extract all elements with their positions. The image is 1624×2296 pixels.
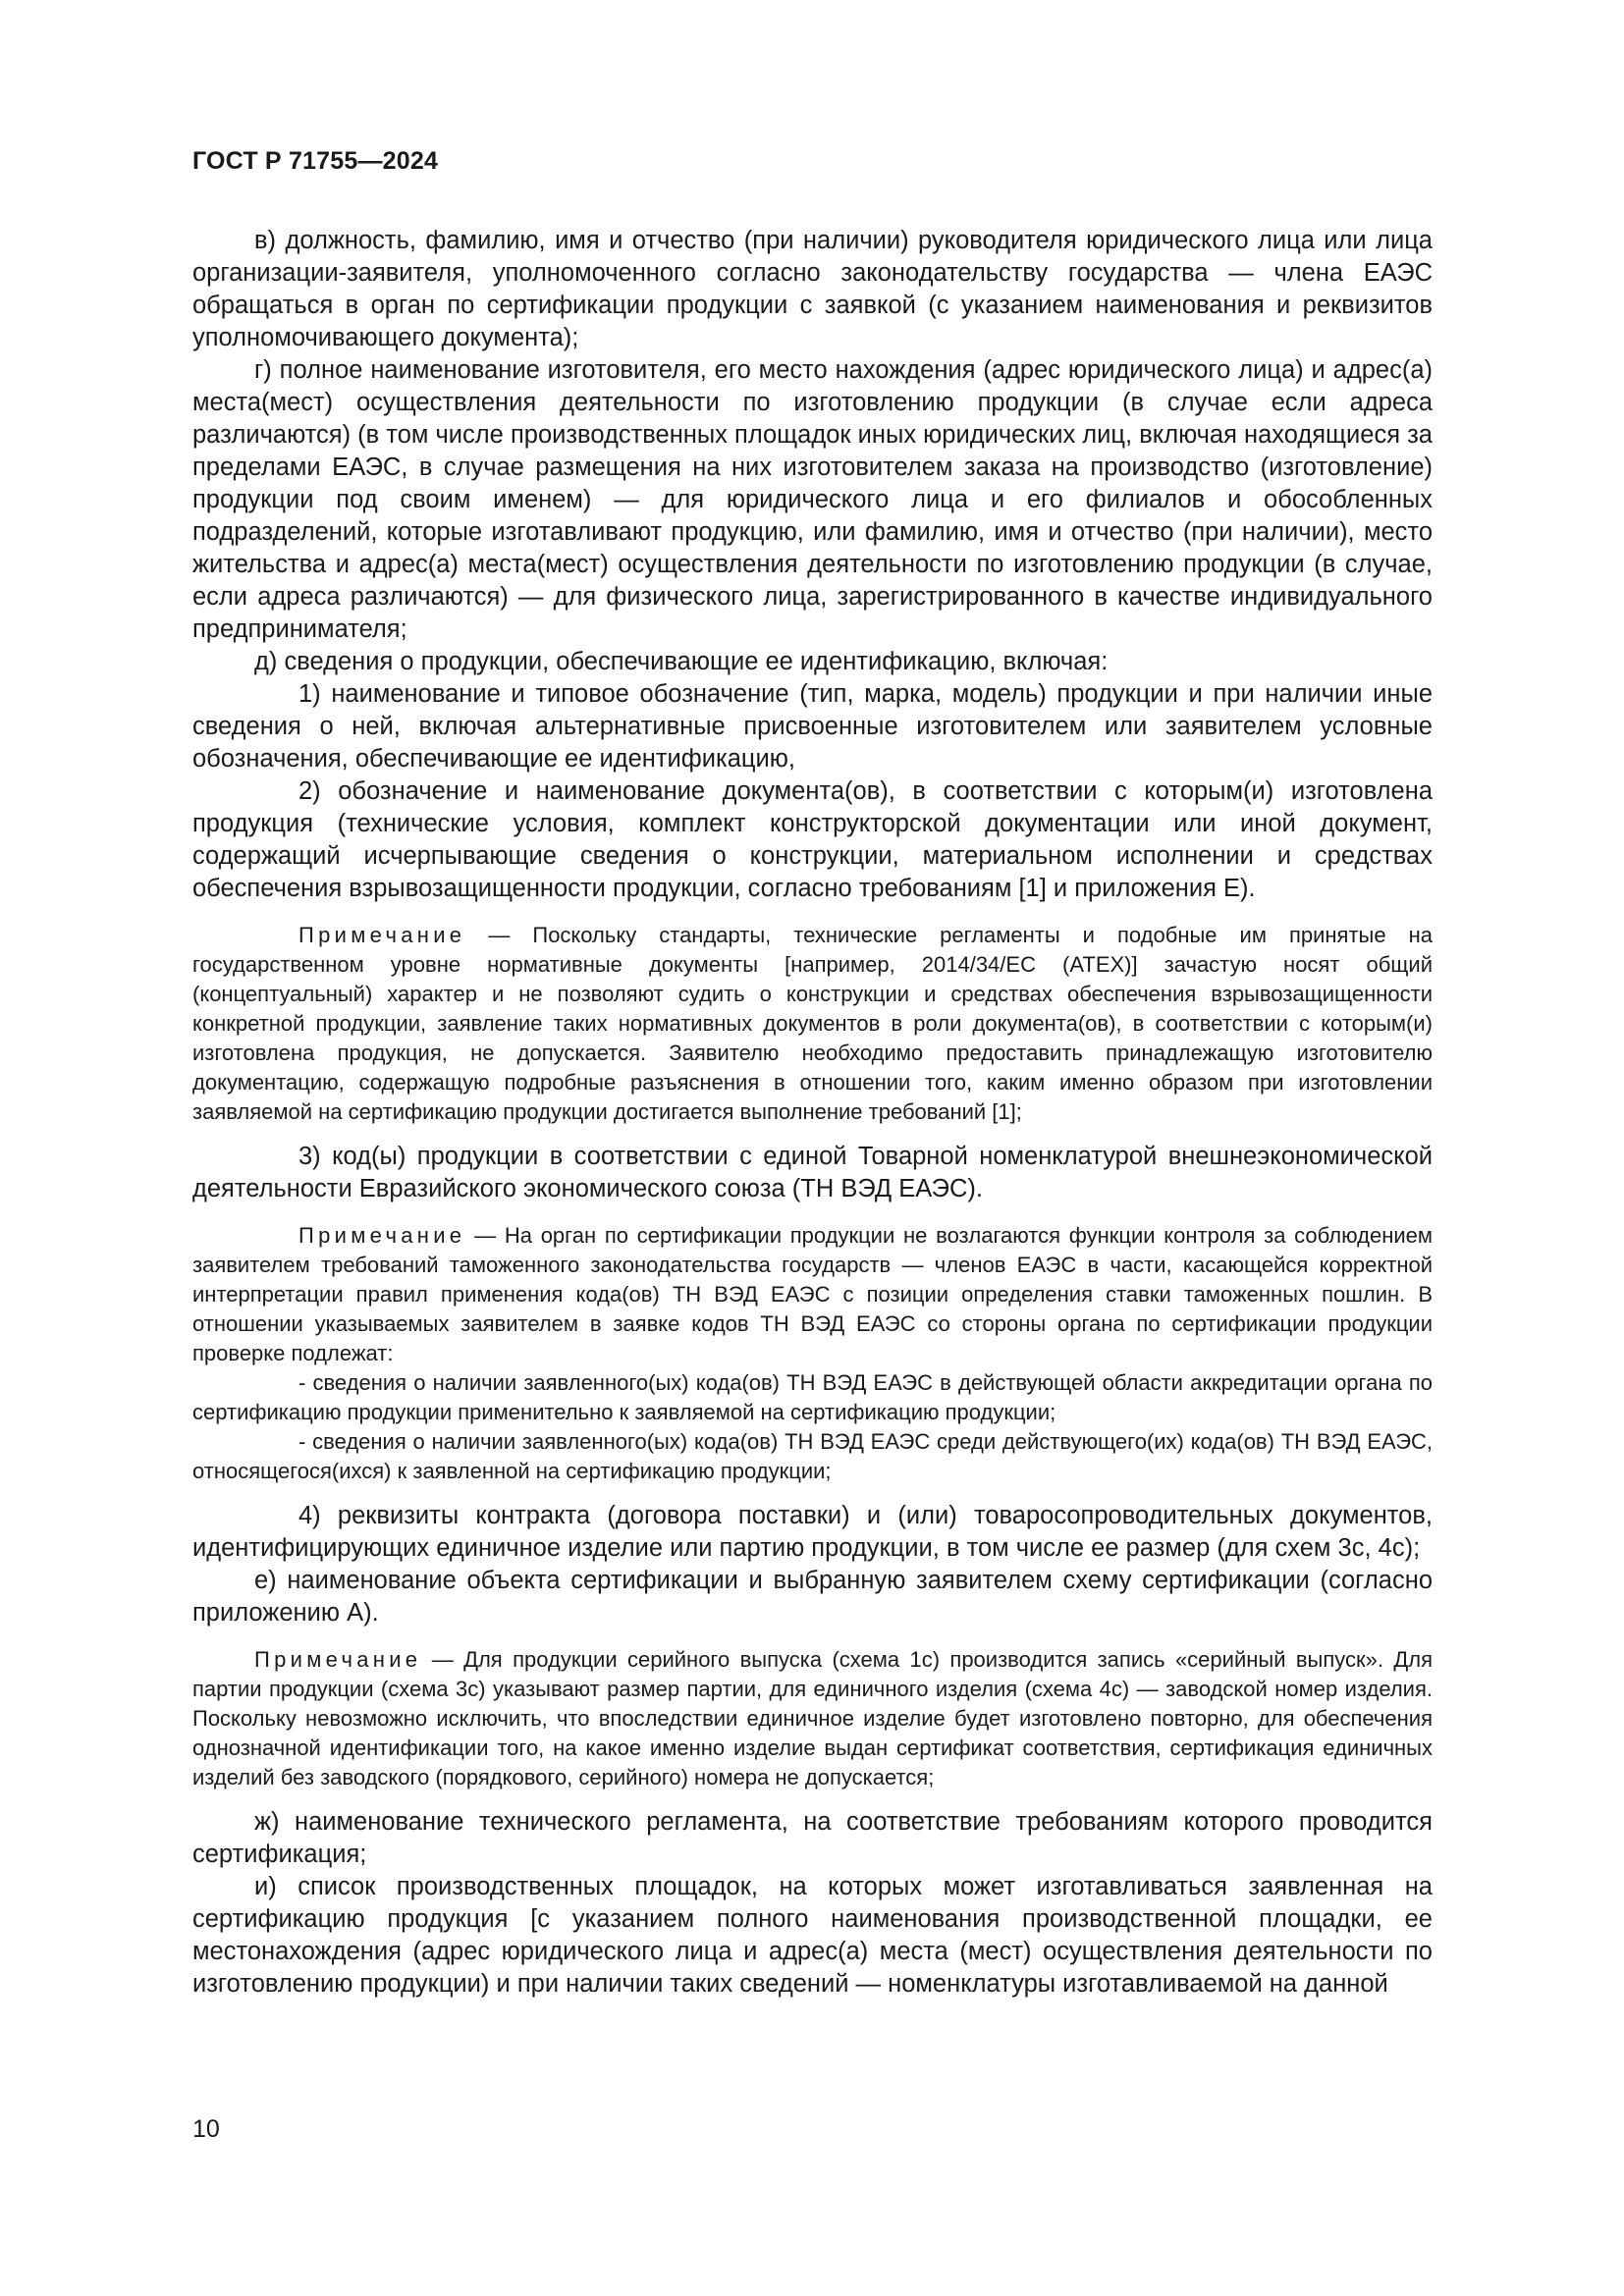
note-1: [192, 921, 1433, 1127]
note-3: [192, 1645, 1433, 1792]
note-text: — Поскольку стандарты, технические регламенты и подобные им принятые на государственном уровне нормативные документы [например, 2014/34/ЕС (ATEX)] зачастую носят общий (концептуальный) характер и не позволяют судить о конструкции и средствах обеспечения взрывозащищенности конкретной продукции, заявление таких нормативных документов в роли документа(ов), в соответствии с которым(и) изготовлена продукция, не допускается. Заявителю необходимо предоставить принадлежащую изготовителю документацию, содержащую подробные разъяснения в отношении того, каким именно образом при изготовлении заявляемой на сертификацию продукции достигается выполнение требований [1];: [192, 923, 1433, 1124]
paragraph-item-g: г) полное наименование изготовителя, его место нахождения (адрес юридического лица) и адрес(а) места(мест) осуществления деятельности по изготовлению продукции (в случае если адреса различаются) (в том числе производственных площадок иных юридических лиц, включая находящиеся за пределами ЕАЭС, в случае размещения на них изготовителем заказа на производство (изготовление) продукции под своим именем) — для юридического лица и его филиалов и обособленных подразделений, которые изготавливают продукцию, или фамилию, имя и отчество (при наличии), место жительства и адрес(а) места(мест) осуществления деятельности по изготовлению продукции (в случае, если адреса различаются) — для физического лица, зарегистрированного в качестве индивидуального предпринимателя;: [192, 356, 1433, 643]
paragraph-item-e: е) наименование объекта сертификации и выбранную заявителем схему сертификации (согласно приложению А).: [192, 1567, 1433, 1627]
paragraph-item-d: д) сведения о продукции, обеспечивающие ее идентификацию, включая:: [254, 648, 1109, 675]
paragraph-item-zh: ж) наименование технического регламента, на соответствие требованиям которого проводится сертификация;: [192, 1808, 1433, 1868]
page-number: 10: [192, 2115, 220, 2143]
paragraph-item-d3: 3) код(ы) продукции в соответствии с единой Товарной номенклатурой внешнеэкономической деятельности Евразийского экономического союза (ТН ВЭД ЕАЭС).: [192, 1143, 1433, 1202]
note-label: Примечание: [254, 1647, 422, 1672]
note-2-bullet-2: - сведения о наличии заявленного(ых) кода(ов) ТН ВЭД ЕАЭС среди действующего(их) кода(ов) ТН ВЭД ЕАЭС, относящегося(ихся) к заявленной на сертификацию продукции;: [192, 1429, 1433, 1483]
document-id-header: ГОСТ Р 71755—2024: [192, 147, 439, 175]
paragraph-item-d2: 2) обозначение и наименование документа(ов), в соответствии с которым(и) изготовлена продукция (технические условия, комплект конструкторской документации или иной документ, содержащий исчерпывающие сведения о конструкции, материальном исполнении и средствах обеспечения взрывозащищенности продукции, согласно требованиям [1] и приложения Е).: [192, 777, 1433, 902]
paragraph-item-d1: 1) наименование и типовое обозначение (тип, марка, модель) продукции и при наличии иные сведения о ней, включая альтернативные присвоенные изготовителем или заявителем условные обозначения, обеспечивающие ее идентификацию,: [192, 680, 1433, 773]
note-label: Примечание: [298, 923, 466, 947]
note-2: [192, 1221, 1433, 1368]
note-2-bullet-1: - сведения о наличии заявленного(ых) кода(ов) ТН ВЭД ЕАЭС в действующей области аккредитации органа по сертификацию продукции применительно к заявляемой на сертификацию продукции;: [192, 1370, 1433, 1424]
note-text: — На орган по сертификации продукции не возлагаются функции контроля за соблюдением заявителем требований таможенного законодательства государств — членов ЕАЭС в части, касающейся корректной интерпретации правил применения кода(ов) ТН ВЭД ЕАЭС с позиции определения ставки таможенных пошлин. В отношении указываемых заявителем в заявке кодов ТН ВЭД ЕАЭС со стороны органа по сертификации продукции проверке подлежат:: [192, 1223, 1433, 1365]
paragraph-item-d4: 4) реквизиты контракта (договора поставки) и (или) товаросопроводительных документов, идентифицирующих единичное изделие или партию продукции, в том числе ее размер (для схем 3с, 4с);: [192, 1502, 1433, 1562]
paragraph-item-v: в) должность, фамилию, имя и отчество (при наличии) руководителя юридического лица или лица организации-заявителя, уполномоченного согласно законодательству государства — члена ЕАЭС обращаться в орган по сертификации продукции с заявкой (с указанием наименования и реквизитов уполномочивающего документа);: [192, 227, 1433, 351]
paragraph-item-i: и) список производственных площадок, на которых может изготавливаться заявленная на сертификацию продукция [с указанием полного наименования производственной площадки, ее местонахождения (адрес юридического лица и адрес(а) места (мест) осуществления деятельности по изготовлению продукции) и при наличии таких сведений — номенклатуры изготавливаемой на данной: [192, 1873, 1433, 1998]
note-label: Примечание: [298, 1223, 466, 1248]
document-body: [192, 225, 1433, 2001]
note-text: — Для продукции серийного выпуска (схема 1с) производится запись «серийный выпуск». Для партии продукции (схема 3с) указывают размер партии, для единичного изделия (схема 4с) — заводской номер изделия. Поскольку невозможно исключить, что впоследствии единичное изделие будет изготовлено повторно, для обеспечения однозначной идентификации того, на какое именно изделие выдан сертификат соответствия, сертификация единичных изделий без заводского (порядкового, серийного) номера не допускается;: [192, 1647, 1433, 1789]
